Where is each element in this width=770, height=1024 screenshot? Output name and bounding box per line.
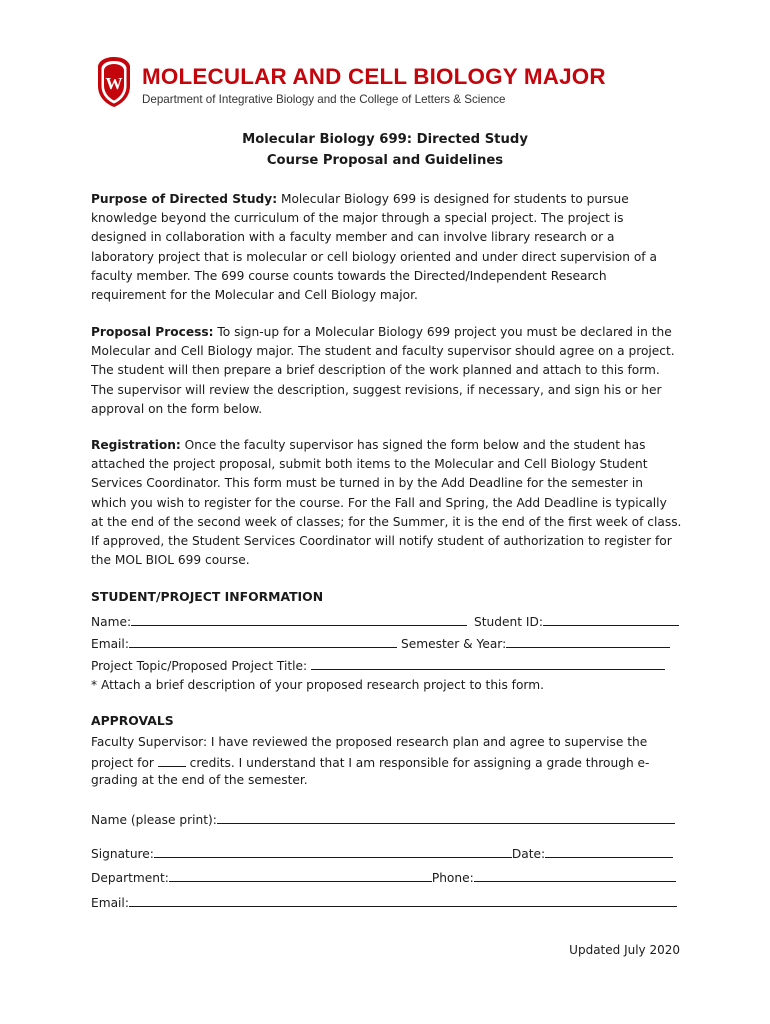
- approvals-text-line: Faculty Supervisor: I have reviewed the proposed research plan and agree to supervise the: [91, 735, 648, 749]
- project-topic-field[interactable]: [311, 656, 665, 670]
- email-field[interactable]: [129, 634, 397, 648]
- registration-line: which you wish to register for the course. For the Fall and Spring, the Add Deadline is typically: [91, 495, 667, 510]
- attach-note: * Attach a brief description of your proposed research project to this form.: [91, 678, 544, 692]
- approvals-text-line: project for credits. I understand that I am responsible for assigning a grade through e-: [91, 753, 649, 772]
- document-title: Molecular Biology 699: Directed Study: [242, 132, 528, 147]
- name-label: Name:: [91, 615, 132, 629]
- project-topic-label: Project Topic/Proposed Project Title:: [91, 659, 308, 673]
- phone-field[interactable]: [474, 868, 676, 882]
- semester-year-field[interactable]: [506, 634, 670, 648]
- approvals-text-line: grading at the end of the semester.: [91, 773, 308, 787]
- proposal-line: The supervisor will review the description, suggest revisions, if necessary, and sign his or her: [91, 382, 662, 397]
- email-row: [91, 634, 397, 653]
- purpose-line: faculty member. The 699 course counts towards the Directed/Independent Research: [91, 268, 607, 283]
- registration-line: Services Coordinator. This form must be turned in by the Add Deadline for the semester in: [91, 476, 644, 491]
- registration-line: If approved, the Student Services Coordinator will notify student of authorization to register for: [91, 534, 672, 549]
- header-title: MOLECULAR AND CELL BIOLOGY MAJOR: [142, 64, 606, 89]
- header: [96, 56, 676, 112]
- department-label: Department:: [91, 871, 169, 885]
- date-field[interactable]: [545, 844, 673, 858]
- student-id-row: [474, 612, 679, 631]
- proposal-line: approval on the form below.: [91, 401, 263, 416]
- email-label: Email:: [91, 637, 129, 651]
- registration-line: the MOL BIOL 699 course.: [91, 553, 250, 568]
- purpose-line: designed in collaboration with a faculty member and can involve library research or a: [91, 230, 615, 245]
- supervisor-email-label: Email:: [91, 896, 129, 910]
- crest-letter: W: [105, 74, 123, 93]
- student-id-label: Student ID:: [474, 615, 543, 629]
- proposal-line: Proposal Process: To sign-up for a Molecular Biology 699 project you must be declared in the: [91, 325, 672, 339]
- department-field[interactable]: [169, 868, 432, 882]
- purpose-line: Purpose of Directed Study: Molecular Biology 699 is designed for students to pursue: [91, 192, 629, 206]
- signature-field[interactable]: [154, 844, 512, 858]
- supervisor-name-field[interactable]: [217, 810, 675, 824]
- registration-lead: Registration:: [91, 438, 181, 452]
- purpose-line: knowledge beyond the curriculum of the major through a special project. The project is: [91, 211, 624, 226]
- registration-paragraph: [91, 436, 691, 570]
- supervisor-email-field[interactable]: [129, 893, 677, 907]
- name-field[interactable]: [131, 612, 467, 626]
- registration-line: attached the project proposal, submit both items to the Molecular and Cell Biology Student: [91, 457, 648, 472]
- date-label: Date:: [511, 847, 546, 861]
- purpose-paragraph: [91, 190, 691, 305]
- registration-line: Registration: Once the faculty supervisor has signed the form below and the student has: [91, 438, 646, 452]
- proposal-line: Molecular and Cell Biology major. The student and faculty supervisor should agree on a project.: [91, 344, 675, 359]
- updated-date: Updated July 2020: [569, 943, 680, 957]
- registration-line: at the end of the second week of classes; for the Summer, it is the end of the first week of class.: [91, 514, 682, 529]
- student-info-heading: STUDENT/PROJECT INFORMATION: [91, 589, 324, 604]
- purpose-line: requirement for the Molecular and Cell Biology major.: [91, 288, 418, 303]
- semester-row: [401, 634, 670, 653]
- project-topic-row: [91, 656, 665, 675]
- document-subtitle: Course Proposal and Guidelines: [266, 153, 504, 168]
- student-id-field[interactable]: [543, 612, 679, 626]
- signature-row: [91, 844, 673, 863]
- proposal-line: The student will then prepare a brief description of the work planned and attach to this form.: [91, 363, 660, 378]
- phone-label: Phone:: [431, 871, 474, 885]
- name-row: [91, 612, 467, 631]
- approvals-heading: APPROVALS: [91, 713, 174, 728]
- purpose-lead: Purpose of Directed Study:: [91, 192, 278, 206]
- signature-label: Signature:: [91, 847, 154, 861]
- proposal-lead: Proposal Process:: [91, 325, 214, 339]
- department-row: [91, 868, 676, 887]
- uw-crest-icon: [96, 56, 132, 108]
- supervisor-email-row: [91, 893, 677, 912]
- proposal-paragraph: [91, 323, 691, 419]
- supervisor-name-label: Name (please print):: [91, 813, 217, 827]
- header-subtitle: Department of Integrative Biology and the College of Letters & Science: [142, 93, 506, 106]
- supervisor-name-row: [91, 810, 675, 829]
- purpose-line: laboratory project that is molecular or cell biology oriented and under direct supervision of a: [91, 249, 657, 264]
- credits-field[interactable]: [158, 753, 186, 767]
- semester-label: Semester & Year:: [401, 637, 507, 651]
